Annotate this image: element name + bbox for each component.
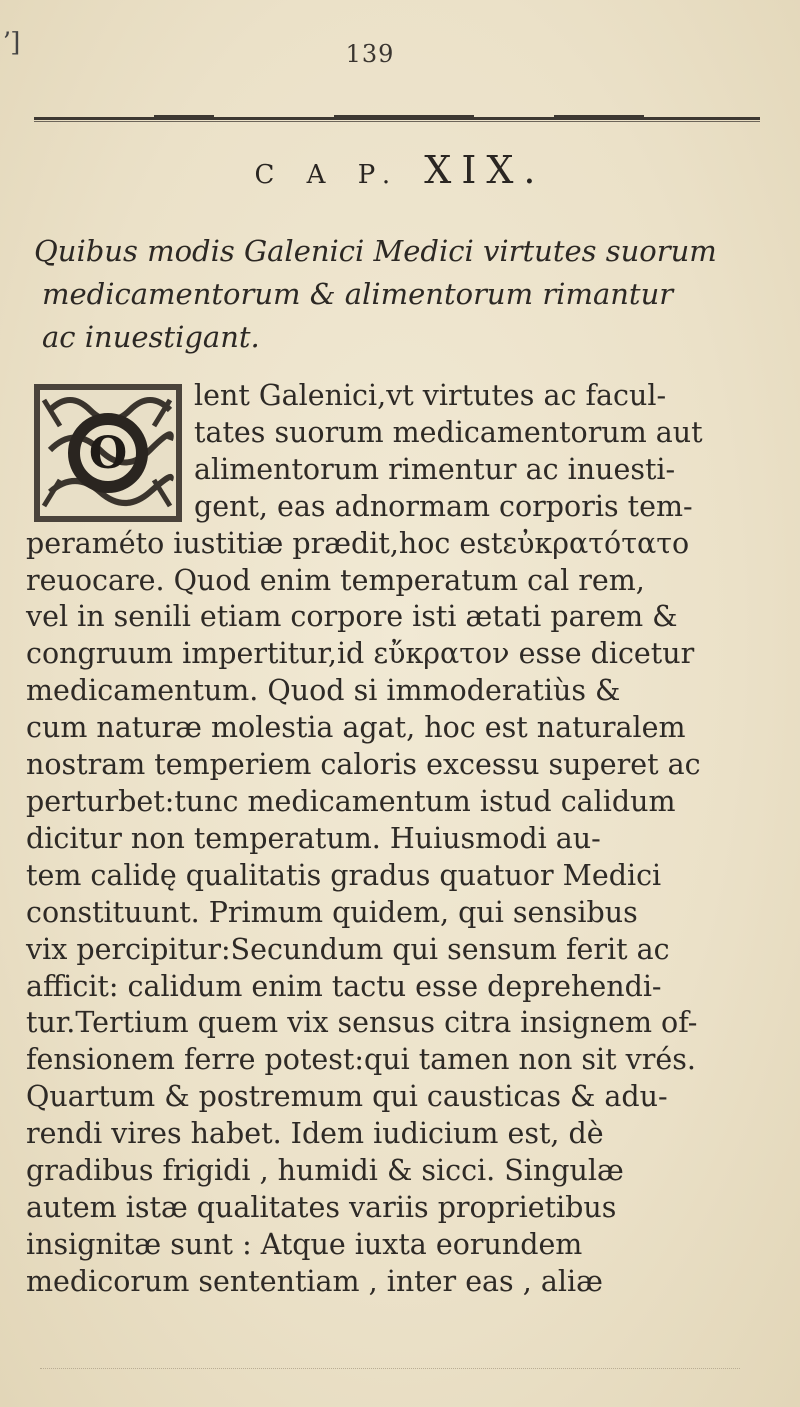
- text-line: insignitæ sunt : Atque iuxta eorundem: [26, 1227, 583, 1261]
- text-line: medicorum sententiam , inter eas , aliæ: [26, 1264, 603, 1298]
- text-line: constituunt. Primum quidem, qui sensibus: [26, 895, 638, 929]
- subtitle-line: Quibus modis Galenici Medici virtutes suorum: [34, 234, 717, 268]
- subtitle-line: medicamentorum & alimentorum rimantur: [42, 277, 674, 311]
- text-line: afficit: calidum enim tactu esse deprehendi-: [26, 969, 662, 1003]
- body-text: [26, 378, 766, 1301]
- text-line: tem calidę qualitatis gradus quatuor Medici: [26, 858, 662, 892]
- text-line: medicamentum. Quod si immoderatiùs &: [26, 674, 621, 708]
- text-line: dicitur non temperatum. Huiusmodi au-: [26, 821, 601, 855]
- text-line: congruum impertitur,id εὔκρατον esse dicetur: [26, 637, 695, 671]
- corner-mark: ʼ]: [2, 28, 21, 58]
- text-line: alimentorum rimentur ac inuesti-: [194, 452, 676, 486]
- text-line: tates suorum medicamentorum aut: [194, 415, 703, 449]
- text-line: lent Galenici,vt virtutes ac facul-: [194, 379, 667, 412]
- text-line: reuocare. Quod enim temperatum cal rem,: [26, 563, 645, 597]
- text-line: gent, eas adnormam corporis tem-: [194, 489, 693, 523]
- text-line: vix percipitur:Secundum qui sensum ferit ac: [26, 932, 670, 966]
- text-line: perturbet:tunc medicamentum istud calidum: [26, 784, 676, 818]
- svg-text:O: O: [88, 428, 128, 479]
- subtitle-line: ac inuestigant.: [42, 320, 260, 354]
- page-bottom-edge: [40, 1368, 740, 1372]
- text-line: Quartum & postremum qui causticas & adu-: [26, 1080, 668, 1114]
- chapter-subtitle: [34, 230, 754, 359]
- text-line: cum naturæ molestia agat, hoc est naturalem: [26, 711, 686, 745]
- text-line: autem istæ qualitates variis proprietibus: [26, 1190, 617, 1224]
- text-line: fensionem ferre potest:qui tamen non sit vrés.: [26, 1043, 696, 1077]
- text-line: tur.Tertium quem vix sensus citra insignem of-: [26, 1006, 698, 1040]
- text-line: nostram temperiem caloris excessu superet ac: [26, 748, 701, 782]
- chapter-numeral: XIX.: [424, 148, 546, 192]
- page-number: 139: [345, 40, 395, 68]
- text-line: gradibus frigidi , humidi & sicci. Singulæ: [26, 1154, 624, 1188]
- text-line: rendi vires habet. Idem iudicium est, dè: [26, 1117, 604, 1151]
- ornamental-rule: [34, 114, 760, 124]
- chapter-heading: [200, 148, 600, 192]
- text-line: peraméto iustitiæ prædit,hoc estεὐκρατότατο: [26, 526, 690, 560]
- chapter-label: C A P.: [254, 160, 403, 190]
- text-line: vel in senili etiam corpore isti ætati parem &: [26, 600, 678, 634]
